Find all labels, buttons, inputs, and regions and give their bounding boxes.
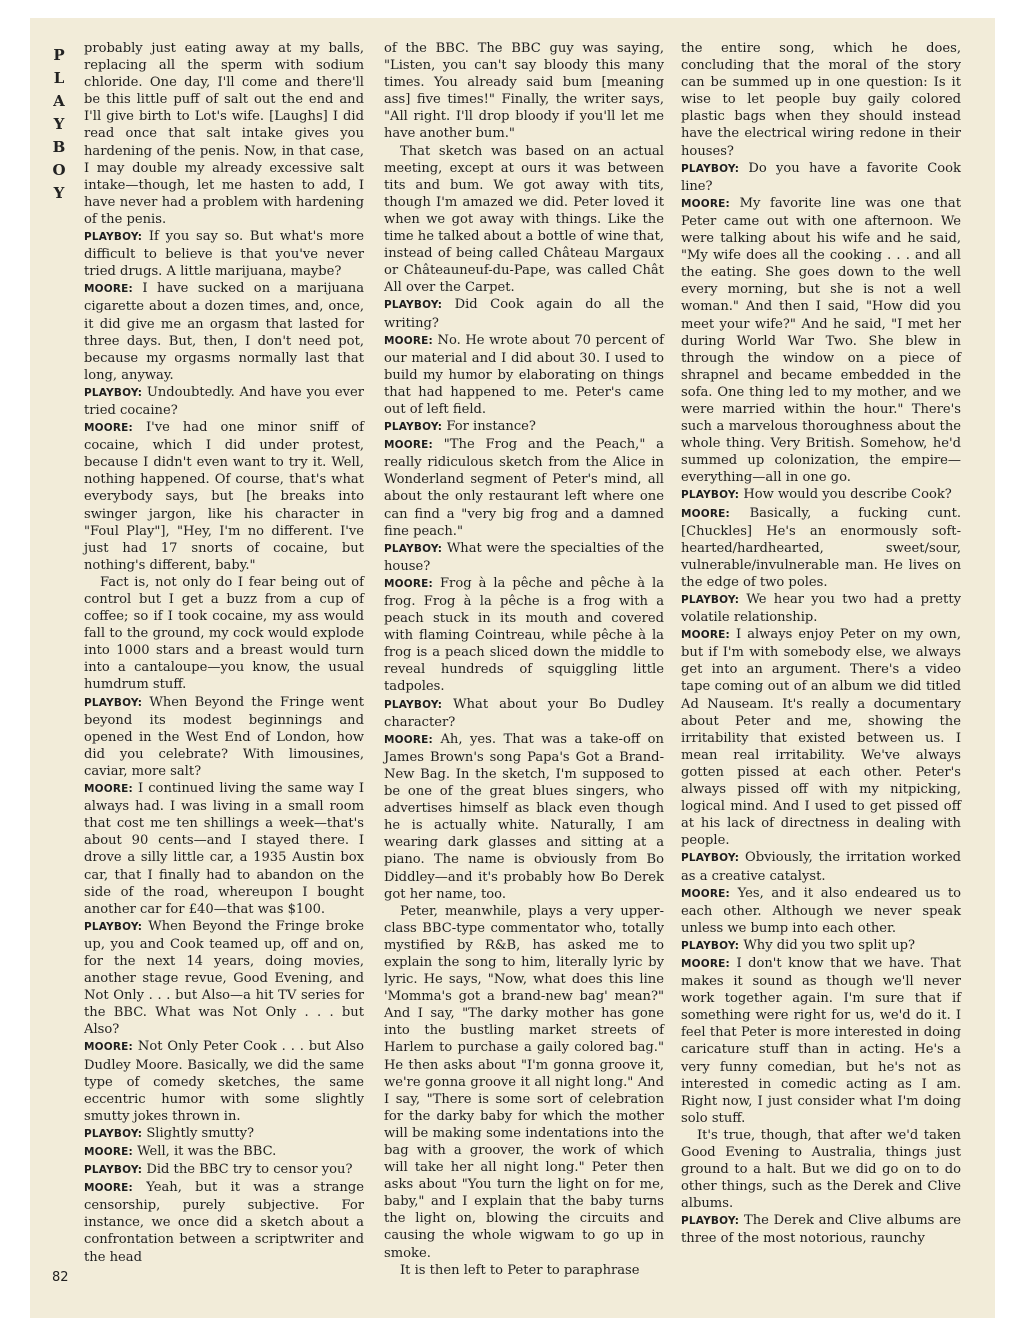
exchange-text: I always enjoy Peter on my own, but if I'm with somebody else, we always get into an argument. There's a video tape coming out of an album we did titled Ad Nauseam. It's really a documentary about Peter and me, showing the irritability that existed between us. I mean real irritability. We've always gotten pissed at each other. Peter's always pissed off with my nitpicking, logical mind. And I used to get pissed off at his lack of directness in dealing with people. bbox=[681, 627, 961, 849]
exchange-text: Not Only Peter Cook . . . but Also Dudley Moore. Basically, we did the same type of comedy sketches, the same eccentric humor with some slightly smutty jokes thrown in. bbox=[84, 1039, 365, 1124]
speaker-label: MOORE: bbox=[681, 507, 730, 520]
exchange-text: I have sucked on a marijuana cigarette about a dozen times, and, once, it did give me an orgasm that lasted for three days. But, then, I don't need pot, because my orgasms normally last that long, anyway. bbox=[84, 281, 364, 383]
interview-exchange bbox=[681, 195, 961, 487]
speaker-label: PLAYBOY: bbox=[384, 542, 443, 555]
speaker-label: PLAYBOY: bbox=[384, 698, 443, 711]
interview-exchange bbox=[384, 296, 664, 331]
speaker-label: PLAYBOY: bbox=[681, 852, 740, 865]
interview-exchange bbox=[384, 575, 664, 696]
interview-exchange bbox=[384, 436, 664, 540]
interview-exchange bbox=[384, 418, 664, 436]
speaker-label: PLAYBOY: bbox=[681, 489, 740, 502]
page-number: 82 bbox=[52, 1270, 69, 1285]
speaker-label: PLAYBOY: bbox=[681, 162, 740, 175]
magazine-name-letter: A bbox=[53, 92, 65, 110]
interview-exchange bbox=[84, 1038, 364, 1124]
exchange-text: Frog à la pêche and pêche à la frog. Frog à la pêche is a frog with a peach stuck in its mouth and covered with flaming Cointreau, while pêche à la frog is a peach sliced down the middle to reveal hundreds of squiggling little tadpoles. bbox=[384, 575, 664, 695]
exchange-text: Do you have a favorite Cook line? bbox=[681, 160, 961, 194]
speaker-label: PLAYBOY: bbox=[84, 920, 143, 933]
interview-exchange bbox=[84, 1143, 364, 1161]
interview-exchange bbox=[84, 419, 364, 574]
interview-exchange bbox=[681, 591, 961, 626]
body-paragraph: Peter, meanwhile, plays a very upper-class BBC-type commentator who, totally mystified by R&B, has asked me to explain the song to him, literally lyric by lyric. He says, "Now, what does this line 'Momma's got a brand-new bag' mean?" And I say, "The darky mother has gone into the bustling market streets of Harlem to purchase a gaily colored bag." He then asks about "I'm gonna groove it, we're gonna groove it all night long." And I say, "There is some sort of celebration for the darky baby for which the mother will be making some indentations into the bag with a groover, the work of which will take her all night long." Peter then asks about "You turn the light on for me, baby," and I explain that the baby turns the light on, blowing the circuits and causing the whole wigwam to go up in smoke. bbox=[384, 903, 664, 1261]
interview-exchange bbox=[84, 228, 364, 280]
body-paragraph: That sketch was based on an actual meeting, except at ours it was between tits and bum. We got away with tits, though I'm amazed we did. Peter loved it when we got away with things. Like the time he talked about a bottle of wine that, instead of being called Château Margaux or Châteauneuf-du-Pape, was called Chât All over the Carpet. bbox=[384, 143, 664, 296]
interview-exchange bbox=[384, 540, 664, 575]
exchange-text: I've had one minor sniff of cocaine, which I did under protest, because I didn't even want to try it. Well, nothing happened. Of course, that's what everybody says, but [he breaks into swinger jargon, like his character in "Foul Play"], "Hey, I'm no different. I've just had 17 snorts of cocaine, but nothing's different, baby." bbox=[84, 420, 364, 573]
speaker-label: MOORE: bbox=[84, 283, 133, 296]
speaker-label: MOORE: bbox=[681, 887, 730, 900]
exchange-text: Basically, a fucking cunt. [Chuckles] He's an enormously soft-hearted/hardhearted, sweet/sour, vulnerable/invulnerable man. He lives on the edge of two poles. bbox=[681, 505, 961, 590]
magazine-name-letter: O bbox=[52, 161, 66, 179]
interview-exchange bbox=[681, 505, 961, 591]
interview-exchange bbox=[84, 280, 364, 384]
speaker-label: PLAYBOY: bbox=[384, 299, 443, 312]
speaker-label: MOORE: bbox=[84, 422, 133, 435]
exchange-text: The Derek and Clive albums are three of the most notorious, raunchy bbox=[681, 1213, 961, 1247]
exchange-text: We hear you two had a pretty volatile relationship. bbox=[681, 592, 961, 626]
interview-exchange bbox=[681, 955, 961, 1127]
exchange-text: What were the specialties of the house? bbox=[384, 540, 664, 574]
continued-paragraph: the entire song, which he does, concluding that the moral of the story can be summed up in one question: Is it wise to let people buy gaily colored plastic bags when they should instead have the electrical wiring redone in their houses? bbox=[681, 41, 961, 159]
speaker-label: MOORE: bbox=[384, 439, 433, 452]
speaker-label: PLAYBOY: bbox=[84, 1164, 143, 1177]
text-column-2 bbox=[384, 40, 664, 1279]
interview-exchange bbox=[681, 1212, 961, 1247]
interview-exchange bbox=[84, 918, 364, 1039]
exchange-text: Undoubtedly. And have you ever tried cocaine? bbox=[84, 384, 364, 418]
exchange-text: Obviously, the irritation worked as a creative catalyst. bbox=[681, 850, 961, 884]
interview-exchange bbox=[384, 696, 664, 731]
body-paragraph: It's true, though, that after we'd taken Good Evening to Australia, things just ground to a halt. But we did go on to do other things, such as the Derek and Clive albums. bbox=[681, 1127, 961, 1212]
speaker-label: MOORE: bbox=[84, 1146, 133, 1158]
exchange-text: My favorite line was one that Peter came out with one afternoon. We were talking about his wife and he said, "My wife does all the cooking . . . and all the eating. She goes down to the well every morning, but she is not a well woman." And then I said, "How did you meet your wife?" And he said, "I met her during World War Two. She blew in through the window on a piece of shrapnel and became embedded in the sofa. One thing led to my mother, and we were married within the hour." There's such a marvelous thoroughness about the whole thing. Very British. Somehow, he'd summed up colonization, the empire—everything—all in one go. bbox=[681, 195, 961, 486]
speaker-label: PLAYBOY: bbox=[681, 594, 740, 606]
text-column-3 bbox=[681, 40, 961, 1248]
body-paragraph: Fact is, not only do I fear being out of control but I get a buzz from a cup of coffee; so if I took cocaine, my ass would fall to the ground, my cock would explode into 1000 stars and a breast would turn into a cantaloupe—you know, the usual humdrum stuff. bbox=[84, 574, 364, 693]
exchange-text: Slightly smutty? bbox=[146, 1125, 255, 1141]
magazine-name-letter: B bbox=[52, 138, 66, 156]
exchange-text: No. He wrote about 70 percent of our material and I did about 30. I used to build my humor by elaborating on things that had happened to me. Peter's came out of left field. bbox=[384, 332, 664, 417]
speaker-label: MOORE: bbox=[384, 334, 433, 347]
speaker-label: PLAYBOY: bbox=[681, 1215, 740, 1228]
speaker-label: PLAYBOY: bbox=[84, 386, 143, 399]
speaker-label: PLAYBOY: bbox=[681, 939, 740, 952]
interview-exchange bbox=[84, 1125, 364, 1143]
speaker-label: PLAYBOY: bbox=[384, 421, 443, 434]
speaker-label: PLAYBOY: bbox=[84, 696, 143, 709]
exchange-text: What about your Bo Dudley character? bbox=[384, 696, 664, 730]
interview-exchange bbox=[84, 780, 364, 918]
interview-exchange bbox=[681, 160, 961, 195]
speaker-label: PLAYBOY: bbox=[84, 1127, 143, 1140]
continued-paragraph: of the BBC. The BBC guy was saying, "Listen, you can't say bloody this many times. You already said bum [meaning ass] five times!" Finally, the writer says, "All right. I'll drop bloody if you'll let me have another bum." bbox=[384, 41, 664, 142]
speaker-label: MOORE: bbox=[84, 1182, 133, 1195]
exchange-text: Did the BBC try to censor you? bbox=[146, 1162, 353, 1178]
magazine-name-letter: Y bbox=[53, 115, 65, 133]
exchange-text: When Beyond the Fringe went beyond its modest beginnings and opened in the West End of London, how did you celebrate? With limousines, caviar, more salt? bbox=[84, 694, 364, 779]
magazine-name-letter: Y bbox=[53, 184, 65, 202]
magazine-name-vertical bbox=[48, 44, 70, 205]
exchange-text: Well, it was the BBC. bbox=[137, 1144, 277, 1159]
speaker-label: PLAYBOY: bbox=[84, 231, 143, 244]
exchange-text: Yes, and it also endeared us to each other. Although we never speak unless we bump into each other. bbox=[681, 885, 961, 936]
speaker-label: MOORE: bbox=[681, 629, 730, 642]
exchange-text: "The Frog and the Peach," a really ridiculous sketch from the Alice in Wonderland segment of Peter's mind, all about the only restaurant left where one can find a "very big frog and a damned fine peach." bbox=[384, 437, 664, 539]
exchange-text: Yeah, but it was a strange censorship, purely subjective. For instance, we once did a sketch about a confrontation between a scriptwriter and the head bbox=[84, 1180, 364, 1265]
interview-exchange bbox=[84, 1179, 364, 1265]
speaker-label: MOORE: bbox=[681, 957, 730, 970]
exchange-text: How would you describe Cook? bbox=[743, 487, 952, 503]
interview-exchange bbox=[681, 486, 961, 504]
body-paragraph: It is then left to Peter to paraphrase bbox=[400, 1262, 640, 1278]
speaker-label: MOORE: bbox=[384, 733, 433, 746]
exchange-text: Ah, yes. That was a take-off on James Brown's song Papa's Got a Brand-New Bag. In the sketch, I'm supposed to be one of the great blues singers, who advertises himself as black even though he is actually white. Naturally, I am wearing dark glasses and sitting at a piano. The name is obviously from Bo Diddley—and it's probably how Bo Derek got her name, too. bbox=[384, 731, 664, 902]
magazine-page bbox=[30, 18, 995, 1318]
exchange-text: Did Cook again do all the writing? bbox=[384, 297, 664, 331]
interview-exchange bbox=[681, 937, 961, 955]
interview-exchange bbox=[681, 626, 961, 849]
exchange-text: Why did you two split up? bbox=[743, 937, 916, 953]
interview-exchange bbox=[384, 332, 664, 418]
interview-exchange bbox=[681, 849, 961, 884]
exchange-text: I don't know that we have. That makes it sound as though we'll never work together again. I'm sure that if something were right for us, we'd do it. I feel that Peter is more interested in doing caricature stuff than in acting. He's a very funny comedian, but he's not as interested in comedic acting as I am. Right now, I just consider what I'm doing solo stuff. bbox=[681, 955, 961, 1126]
magazine-name-letter: L bbox=[53, 69, 65, 87]
speaker-label: MOORE: bbox=[681, 197, 730, 210]
speaker-label: MOORE: bbox=[84, 1041, 133, 1054]
interview-exchange bbox=[681, 885, 961, 937]
exchange-text: When Beyond the Fringe broke up, you and Cook teamed up, off and on, for the next 14 years, doing movies, another stage revue, Good Evening, and Not Only . . . but Also—a hit TV series for the BBC. What was Not Only . . . but Also? bbox=[84, 918, 364, 1038]
interview-exchange bbox=[84, 694, 364, 780]
exchange-text: If you say so. But what's more difficult to believe is that you've never tried drugs. A little marijuana, maybe? bbox=[84, 229, 364, 280]
speaker-label: MOORE: bbox=[384, 577, 433, 590]
speaker-label: MOORE: bbox=[84, 783, 133, 796]
exchange-text: I continued living the same way I always had. I was living in a small room that cost me ten shillings a week—that's about 90 cents—and I stayed there. I drove a silly little car, a 1935 Austin box car, that I finally had to abandon on the side of the road, whereupon I bought another car for £40—that was $100. bbox=[84, 781, 364, 917]
interview-exchange bbox=[384, 731, 664, 903]
continued-paragraph: probably just eating away at my balls, replacing all the sperm with sodium chloride. One day, I'll come and there'll be this little puff of salt out the end and I'll give birth to Lot's wife. [Laughs] I did read once that salt intake gives you hardening of the penis. Now, in that case, I may double my already excessive salt intake—though, let me hasten to add, I have never had a problem with hardening of the penis. bbox=[84, 41, 364, 227]
interview-exchange bbox=[84, 384, 364, 419]
interview-exchange bbox=[84, 1161, 364, 1179]
exchange-text: For instance? bbox=[446, 419, 536, 435]
text-column-1 bbox=[84, 40, 364, 1266]
magazine-name-letter: P bbox=[53, 46, 65, 64]
